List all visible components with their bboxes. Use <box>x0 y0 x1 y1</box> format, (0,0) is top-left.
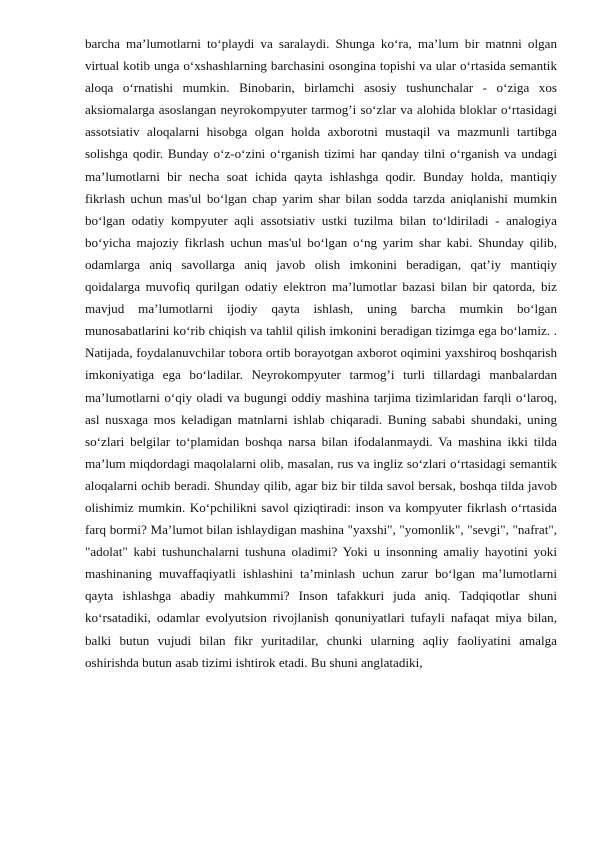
body-paragraph: barcha ma’lumotlarni to‘playdi va saralaydi. Shunga ko‘ra, ma’lum bir matnni olgan virtual kotib unga o‘xshashlarning barchasini osongina topishi va ular o‘rtasida semantik aloqa o‘rnatishi mumkin. Binobarin, birlamchi asosiy tushunchalar - o‘ziga xos aksiomalarga asoslangan neyrokompyuter tarmog’i so‘zlar va alohida bloklar o‘rtasidagi assotsiativ aloqalarni hisobga olgan holda axborotni mustaqil va mazmunli tartibga solishga qodir. Bunday o‘z-o‘zini o‘rganish tizimi har qanday tilni o‘rganish va undagi ma’lumotlarni bir necha soat ichida qayta ishlashga qodir. Bunday holda, mantiqiy fikrlash uchun mas'ul bo‘lgan chap yarim shar bilan sodda tarzda aniqlanishi mumkin bo‘lgan odatiy kompyuter aqli assotsiativ ustki tuzilma bilan to‘ldiriladi - analogiya bo‘yicha majoziy fikrlash uchun mas'ul bo‘lgan o‘ng yarim shar kabi. Shunday qilib, odamlarga aniq savollarga aniq javob olish imkonini beradigan, qat’iy mantiqiy qoidalarga muvofiq qurilgan odatiy elektron ma’lumotlar bazasi bilan bir qatorda, biz mavjud ma’lumotlarni ijodiy qayta ishlash, uning barcha mumkin bo‘lgan munosabatlarini ko‘rib chiqish va tahlil qilish imkonini beradigan tizimga ega bo‘lamiz. . Natijada, foydalanuvchilar tobora ortib borayotgan axborot oqimini yaxshiroq boshqarish imkoniyatiga ega bo‘ladilar. Neyrokompyuter tarmog’i turli tillardagi manbalardan ma’lumotlarni o‘qiy oladi va bugungi oddiy mashina tarjima tizimlaridan farqli o‘laroq, asl nusxaga mos keladigan matnlarni ishlab chiqaradi. Buning sababi shundaki, uning so‘zlari belgilar to‘plamidan boshqa narsa bilan ifodalanmaydi. Va mashina ikki tilda ma’lum miqdordagi maqolalarni olib, masalan, rus va ingliz so‘zlari o‘rtasidagi semantik aloqalarni ochib beradi. Shunday qilib, agar biz bir tilda savol bersak, boshqa tilda javob olishimiz mumkin. Ko‘pchilikni savol qiziqtiradi: inson va kompyuter fikrlash o‘rtasida farq bormi? Ma’lumot bilan ishlaydigan mashina "yaxshi", "yomonlik", "sevgi", "nafrat", "adolat" kabi tushunchalarni tushuna oladimi? Yoki u insonning amaliy hayotini yoki mashinaning muvaffaqiyatli ishlashini ta’minlash uchun zarur bo‘lgan ma’lumotlarni qayta ishlashga abadiy mahkummi? Inson tafakkuri juda aniq. Tadqiqotlar shuni ko‘rsatadiki, odamlar evolyutsion rivojlanish qonuniyatlari tufayli nafaqat miya bilan, balki butun vujudi bilan fikr yuritadilar, chunki ularning aqliy faoliyatini amalga oshirishda butun asab tizimi ishtirok etadi. Bu shuni anglatadiki, <box>85 36 557 670</box>
document-page <box>85 33 557 674</box>
